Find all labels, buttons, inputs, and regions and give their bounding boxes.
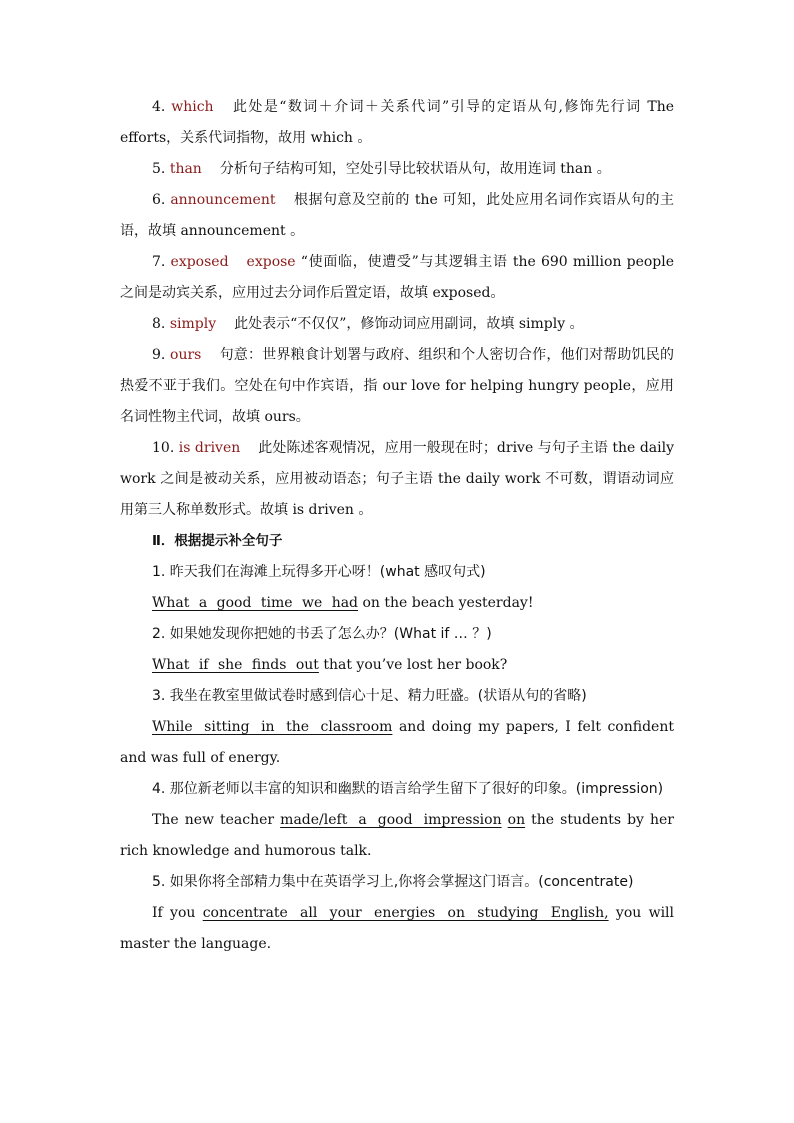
sentence-3-prompt: 3. 我坐在教室里做试卷时感到信心十足、精力旺盛。(状语从句的省略)	[152, 688, 587, 704]
sentence-5-answer	[120, 898, 674, 960]
answer-5	[120, 154, 674, 185]
sentence-rest: you will master the language.	[120, 905, 675, 952]
section-title: Ⅱ．根据提示补全句子	[152, 533, 283, 549]
filled-blank: made/left a good impression	[280, 812, 502, 828]
explanation: 此处表示“不仅仅”，修饰动词应用副词，故填 simply 。	[234, 316, 584, 332]
sentence-2-prompt: 2. 如果她发现你把她的书丢了怎么办？(What if … ？)	[152, 626, 492, 642]
answer-word: simply	[169, 316, 217, 332]
explanation: 句意：世界粮食计划署与政府、组织和个人密切合作，他们对帮助饥民的热爱不亚于我们。空处在句中作宾语，指 our love for helping hungry people，应用名词性物主代词，故填 ours。	[120, 347, 675, 425]
answer-6	[120, 185, 674, 247]
sentence-2-answer	[120, 650, 674, 681]
explanation: 此处陈述客观情况，应用一般现在时；drive 与句子主语 the daily work 之间是被动关系，应用被动语态；句子主语 the daily work 不可数，谓语动词应用第三人称单数形式。故填 is driven 。	[120, 440, 674, 518]
sentence-3-answer	[120, 712, 674, 774]
item-number: 7.	[152, 254, 166, 270]
filled-blank: While sitting in the classroom	[152, 719, 393, 735]
filled-blank: concentrate all your energies on studying English,	[202, 905, 609, 921]
item-number: 4.	[152, 99, 166, 115]
answer-word: than	[169, 161, 202, 177]
sentence-1-prompt: 1. 昨天我们在海滩上玩得多开心呀！(what 感叹句式)	[152, 564, 486, 580]
answer-4	[120, 92, 674, 154]
sentence-start: The new teacher	[152, 812, 281, 828]
item-number: 5.	[152, 161, 166, 177]
answer-word: exposed	[170, 254, 229, 270]
answer-word: announcement	[170, 192, 276, 208]
answer-7	[120, 247, 674, 309]
sentence-start: If you	[152, 905, 203, 921]
answer-word: which	[171, 99, 214, 115]
answer-word: is driven	[178, 440, 241, 456]
sentence-rest: on the beach yesterday!	[358, 595, 534, 611]
explanation: 分析句子结构可知，空处引导比较状语从句，故用连词 than 。	[219, 161, 611, 177]
filled-blank: What if she finds out	[152, 657, 319, 673]
answer-word: ours	[170, 347, 202, 363]
explanation: 此处是“数词＋介词＋关系代词”引导的定语从句,修饰先行词 The efforts，关系代词指物，故用 which 。	[120, 99, 674, 146]
filled-blank: on	[507, 812, 526, 828]
sentence-rest: the students by her rich knowledge and humorous talk.	[120, 812, 675, 859]
answer-10	[120, 433, 674, 526]
item-number: 6.	[152, 192, 166, 208]
explanation: 根据句意及空前的 the 可知，此处应用名词作宾语从句的主语，故填 announcement 。	[120, 192, 675, 239]
item-number: 10.	[152, 440, 175, 456]
answer-9	[120, 340, 674, 433]
answer-8	[120, 309, 674, 340]
sentence-rest: and doing my papers, I felt confident and was full of energy.	[120, 719, 674, 766]
sentence-4-answer	[120, 805, 674, 867]
sentence-5-prompt: 5. 如果你将全部精力集中在英语学习上,你将会掌握这门语言。(concentrate)	[152, 874, 634, 890]
item-number: 8.	[152, 316, 166, 332]
sentence-rest: that you’ve lost her book?	[318, 657, 508, 673]
sentence-1-answer	[120, 588, 674, 619]
explanation: “使面临，使遭受”与其逻辑主语 the 690 million people 之间是动宾关系，应用过去分词作后置定语，故填 exposed。	[120, 254, 675, 301]
sentence-4-prompt: 4. 那位新老师以丰富的知识和幽默的语言给学生留下了很好的印象。(impression)	[152, 781, 664, 797]
document-page	[120, 92, 674, 960]
section-heading	[120, 526, 674, 557]
answer-base-word: expose	[246, 254, 296, 270]
item-number: 9.	[152, 347, 166, 363]
filled-blank: What a good time we had	[152, 595, 359, 611]
